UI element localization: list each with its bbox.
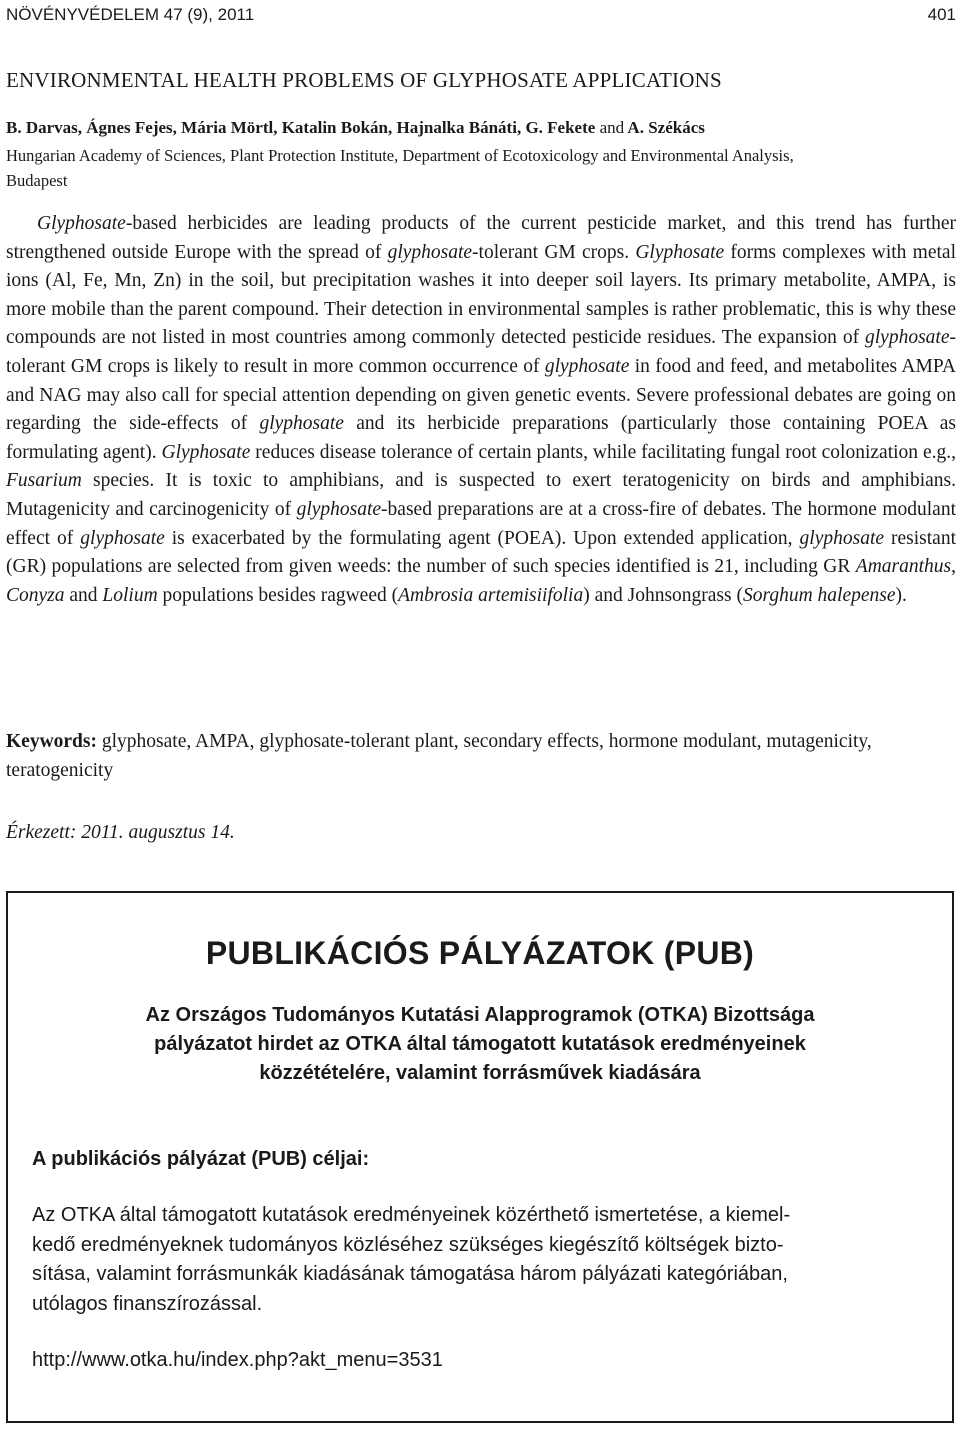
abstract-italic-term: Glyphosate bbox=[37, 213, 126, 234]
goals-line: kedő eredményeknek tudományos közléséhez szükséges kiegészítő költségek bizto- bbox=[32, 1233, 784, 1256]
abstract-text: reduces disease tolerance of certain plants, while facilitating fungal root colonization e.g., bbox=[250, 441, 956, 463]
goals-line: utólagos finanszírozással. bbox=[32, 1292, 263, 1315]
abstract-italic-term: glyphosate bbox=[387, 241, 473, 263]
abstract-text: species. It is toxic to amphibians, and is suspected to exert teratogenicity on birds and amphibians. Mutagenicity and carcinogenicity of bbox=[6, 470, 956, 520]
abstract-italic-term: Amaranthus bbox=[855, 556, 952, 578]
abstract-italic-term: Ambrosia artemisiifolia bbox=[398, 584, 584, 606]
abstract-text: -tolerant GM crops is likely to result in more common occurrence of bbox=[6, 327, 956, 377]
author-list bbox=[6, 118, 705, 138]
abstract-text: resistant (GR) populations are selected from given weeds: the number of such species identified is 21, including GR bbox=[6, 527, 957, 578]
abstract-italic-term: glyphosate bbox=[544, 355, 630, 377]
keywords-list: glyphosate, AMPA, glyphosate-tolerant plant, secondary effects, hormone modulant, mutagenicity, teratogenicity bbox=[6, 731, 872, 781]
subtitle-line: Az Országos Tudományos Kutatási Alapprogramok (OTKA) Bizottsága bbox=[145, 1004, 815, 1026]
announcement-box bbox=[6, 891, 954, 1423]
abstract-text: forms complexes with metal ions (Al, Fe, Mn, Zn) in the soil, but precipitation washes it into deeper soil layers. Its primary metabolite, AMPA, is more mobile than the parent compound. Their detection in environmental samples is rather problematic, this is why these compounds are not listed in most countries among commonly detected pesticide residues. The expansion of bbox=[6, 241, 956, 349]
subtitle-line: pályázatot hirdet az OTKA által támogatott kutatások eredményeinek bbox=[154, 1033, 806, 1055]
keywords-paragraph bbox=[6, 727, 951, 785]
page-number: 401 bbox=[927, 5, 956, 24]
authors-and: and bbox=[599, 118, 625, 137]
announcement-title: PUBLIKÁCIÓS PÁLYÁZATOK (PUB) bbox=[205, 935, 755, 971]
announcement-subtitle bbox=[8, 1001, 952, 1088]
goals-line: sítása, valamint forrásmunkák kiadásának támogatása három pályázati kategóriában, bbox=[32, 1263, 788, 1285]
abstract-italic-term: glyphosate bbox=[865, 327, 950, 349]
affiliation bbox=[6, 143, 951, 193]
received-date: Érkezett: 2011. augusztus 14. bbox=[6, 822, 235, 843]
keywords-label: Keywords: bbox=[6, 731, 97, 752]
goals-line: Az OTKA által támogatott kutatások eredményeinek közérthető ismertetése, a kiemel- bbox=[32, 1204, 791, 1226]
goals-text bbox=[32, 1201, 932, 1319]
abstract-italic-term: glyphosate bbox=[80, 527, 165, 549]
abstract-text: ) and Johnsongrass ( bbox=[583, 584, 743, 606]
abstract-italic-term: glyphosate bbox=[799, 527, 885, 549]
abstract-italic-term: Conyza bbox=[6, 584, 65, 606]
otka-url-link[interactable]: http://www.otka.hu/index.php?akt_menu=3531 bbox=[32, 1349, 443, 1371]
authors-last: A. Székács bbox=[627, 118, 705, 137]
journal-citation: NÖVÉNYVÉDELEM 47 (9), 2011 bbox=[6, 5, 255, 24]
abstract-text: populations besides ragweed ( bbox=[157, 584, 399, 606]
abstract-italic-term: Glyphosate bbox=[635, 241, 725, 263]
abstract-italic-term: glyphosate bbox=[259, 413, 344, 435]
abstract-italic-term: Glyphosate bbox=[161, 441, 251, 463]
goals-heading: A publikációs pályázat (PUB) céljai: bbox=[32, 1148, 370, 1170]
abstract-text: -based preparations are at a cross-fire of debates. The hormone modulant effect of bbox=[6, 498, 956, 549]
abstract-text: and its herbicide preparations (particularly those containing POEA as formulating agent). bbox=[6, 413, 957, 463]
authors-names: B. Darvas, Ágnes Fejes, Mária Mörtl, Katalin Bokán, Hajnalka Bánáti, G. Fekete bbox=[6, 118, 596, 137]
abstract-text: -tolerant GM crops. bbox=[472, 241, 636, 263]
affiliation-line: Hungarian Academy of Sciences, Plant Protection Institute, Department of Ecotoxicology and Environmental Analysis, bbox=[6, 146, 794, 165]
abstract-italic-term: Fusarium bbox=[6, 470, 82, 492]
running-header bbox=[6, 5, 956, 29]
affiliation-city: Budapest bbox=[6, 171, 68, 190]
abstract-paragraph bbox=[6, 210, 956, 610]
subtitle-line: közzétételére, valamint forrásművek kiadására bbox=[259, 1062, 701, 1084]
abstract-italic-term: glyphosate bbox=[296, 498, 382, 520]
abstract-text: , bbox=[951, 556, 956, 578]
abstract-text: is exacerbated by the formulating agent (POEA). Upon extended application, bbox=[164, 527, 800, 549]
abstract-text: in food and feed, and metabolites AMPA and NAG may also call for special attention depending on given genetic events. Severe professional debates are going on regarding the side-effects of bbox=[6, 355, 956, 435]
abstract-text: and bbox=[64, 584, 103, 606]
abstract-text: -based herbicides are leading products of the current pesticide market, and this trend has further strengthened outside Europe with the spread of bbox=[6, 213, 956, 263]
abstract-italic-term: Lolium bbox=[102, 584, 158, 606]
abstract-text: ). bbox=[895, 584, 907, 606]
abstract-italic-term: Sorghum halepense bbox=[742, 584, 896, 606]
article-title: ENVIRONMENTAL HEALTH PROBLEMS OF GLYPHOSATE APPLICATIONS bbox=[6, 68, 722, 92]
